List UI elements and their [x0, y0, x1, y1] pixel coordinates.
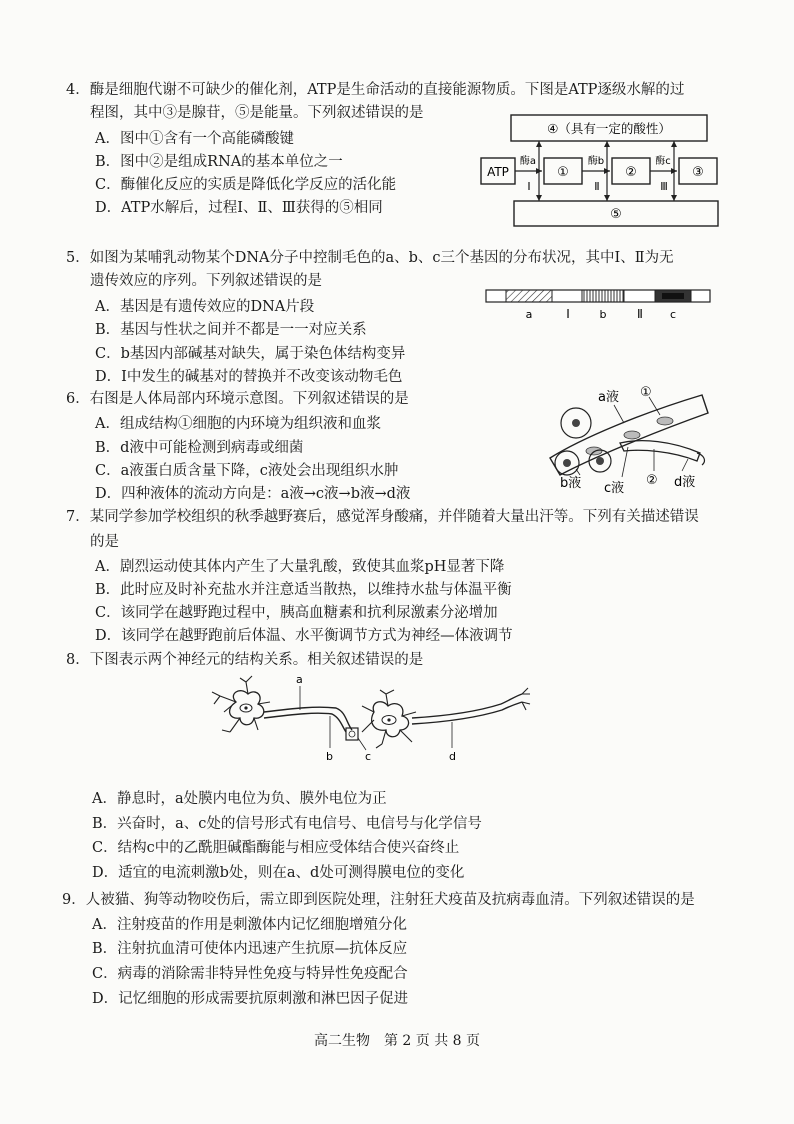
process-2-label: Ⅱ: [594, 180, 600, 193]
q4-option-c: C．酶催化反应的实质是降低化学反应的活化能: [95, 177, 397, 193]
node-3-label: ③: [692, 165, 704, 180]
atp-hydrolysis-diagram: [476, 110, 726, 232]
q8-stem: 8．下图表示两个神经元的结构关系。相关叙述错误的是: [66, 652, 424, 668]
q8-option-d: D．适宜的电流刺激b处，则在a、d处可测得膜电位的变化: [92, 865, 465, 881]
q9-stem: 9．人被猫、狗等动物咬伤后，需立即到医院处理，注射狂犬疫苗及抗病毒血清。下列叙述错误的是: [62, 892, 695, 908]
neuron-diagram: [206, 672, 536, 767]
q7-option-b: B．此时应及时补充盐水并注意适当散热，以维持水盐与体温平衡: [95, 582, 512, 598]
gene-c-label: c: [669, 308, 677, 321]
q5-stem-line1: 5．如图为某哺乳动物某个DNA分子中控制毛色的a、b、c三个基因的分布状况，其中Ⅰ、Ⅱ为无: [66, 250, 674, 266]
energy-label: ⑤: [610, 207, 622, 222]
process-1-label: Ⅰ: [527, 180, 531, 193]
q6-stem: 6．右图是人体局部内环境示意图。下列叙述错误的是: [66, 391, 409, 407]
node-1-label: ①: [557, 165, 569, 180]
q5-option-b: B．基因与性状之间并不都是一一对应关系: [95, 322, 367, 338]
q8-option-b: B．兴奋时，a、c处的信号形式有电信号、电信号与化学信号: [92, 816, 482, 832]
q4-option-a: A．图中①含有一个高能磷酸键: [95, 131, 294, 147]
point-a-label: a: [296, 673, 303, 686]
page-footer: 高二生物 第 2 页 共 8 页: [313, 1033, 481, 1049]
atp-label: ATP: [487, 165, 509, 179]
liquid-b-label: b液: [560, 476, 582, 491]
q7-stem-line1: 7．某同学参加学校组织的秋季越野赛后，感觉浑身酸痛，并伴随着大量出汗等。下列有关描述错误: [66, 509, 699, 525]
enzyme-c-label: 酶c: [655, 156, 671, 167]
gene-b-label: b: [599, 308, 607, 321]
point-d-label: d: [449, 750, 456, 763]
seq-1-label: Ⅰ: [566, 307, 570, 321]
acid-box-label: ④（具有一定的酸性）: [547, 121, 671, 136]
q7-option-c: C．该同学在越野跑过程中，胰高血糖素和抗利尿激素分泌增加: [95, 605, 498, 621]
enzyme-b-label: 酶b: [587, 156, 605, 167]
liquid-c-label: c液: [604, 481, 625, 496]
q7-option-a: A．剧烈运动使其体内产生了大量乳酸，致使其血浆pH显著下降: [95, 559, 505, 575]
q9-option-b: B．注射抗血清可使体内迅速产生抗原—抗体反应: [92, 941, 408, 957]
q9-option-a: A．注射疫苗的作用是刺激体内记忆细胞增殖分化: [92, 917, 407, 933]
dna-gene-diagram: [484, 286, 716, 326]
q4-option-b: B．图中②是组成RNA的基本单位之一: [95, 154, 343, 170]
q9-option-d: D．记忆细胞的形成需要抗原刺激和淋巴因子促进: [92, 991, 409, 1007]
q7-stem-line2: 的是: [90, 534, 119, 550]
seq-2-label: Ⅱ: [637, 307, 643, 321]
structure-1-label: ①: [640, 385, 652, 400]
q8-option-a: A．静息时，a处膜内电位为负、膜外电位为正: [92, 791, 387, 807]
q5-option-c: C．b基因内部碱基对缺失，属于染色体结构变异: [95, 346, 406, 362]
structure-2-label: ②: [646, 473, 658, 488]
q9-option-c: C．病毒的消除需非特异性免疫与特异性免疫配合: [92, 966, 408, 982]
point-b-label: b: [326, 750, 333, 763]
q6-option-a: A．组成结构①细胞的内环境为组织液和血浆: [95, 416, 381, 432]
q4-stem-line1: 4．酶是细胞代谢不可缺少的催化剂，ATP是生命活动的直接能源物质。下图是ATP逐级水解的过: [66, 82, 685, 98]
q6-option-d: D．四种液体的流动方向是：a液→c液→b液→d液: [95, 486, 411, 502]
q4-option-d: D．ATP水解后，过程Ⅰ、Ⅱ、Ⅲ获得的⑤相同: [95, 200, 383, 216]
liquid-a-label: a液: [598, 390, 619, 405]
q6-option-c: C．a液蛋白质含量下降，c液处会出现组织水肿: [95, 463, 399, 479]
q5-option-d: D．Ⅰ中发生的碱基对的替换并不改变该动物毛色: [95, 369, 403, 385]
liquid-d-label: d液: [674, 475, 696, 490]
q7-option-d: D．该同学在越野跑前后体温、水平衡调节方式为神经—体液调节: [95, 628, 513, 644]
q5-option-a: A．基因是有遗传效应的DNA片段: [95, 299, 315, 315]
internal-environment-diagram: [542, 383, 714, 498]
node-2-label: ②: [625, 165, 637, 180]
q5-stem-line2: 遗传效应的序列。下列叙述错误的是: [90, 273, 322, 289]
point-c-label: c: [365, 750, 372, 763]
gene-a-label: a: [525, 308, 533, 321]
enzyme-a-label: 酶a: [519, 156, 537, 167]
process-3-label: Ⅲ: [660, 180, 668, 193]
q8-option-c: C．结构c中的乙酰胆碱酯酶能与相应受体结合使兴奋终止: [92, 840, 460, 856]
q4-stem-line2: 程图，其中③是腺苷，⑤是能量。下列叙述错误的是: [90, 105, 424, 121]
q6-option-b: B．d液中可能检测到病毒或细菌: [95, 440, 304, 456]
